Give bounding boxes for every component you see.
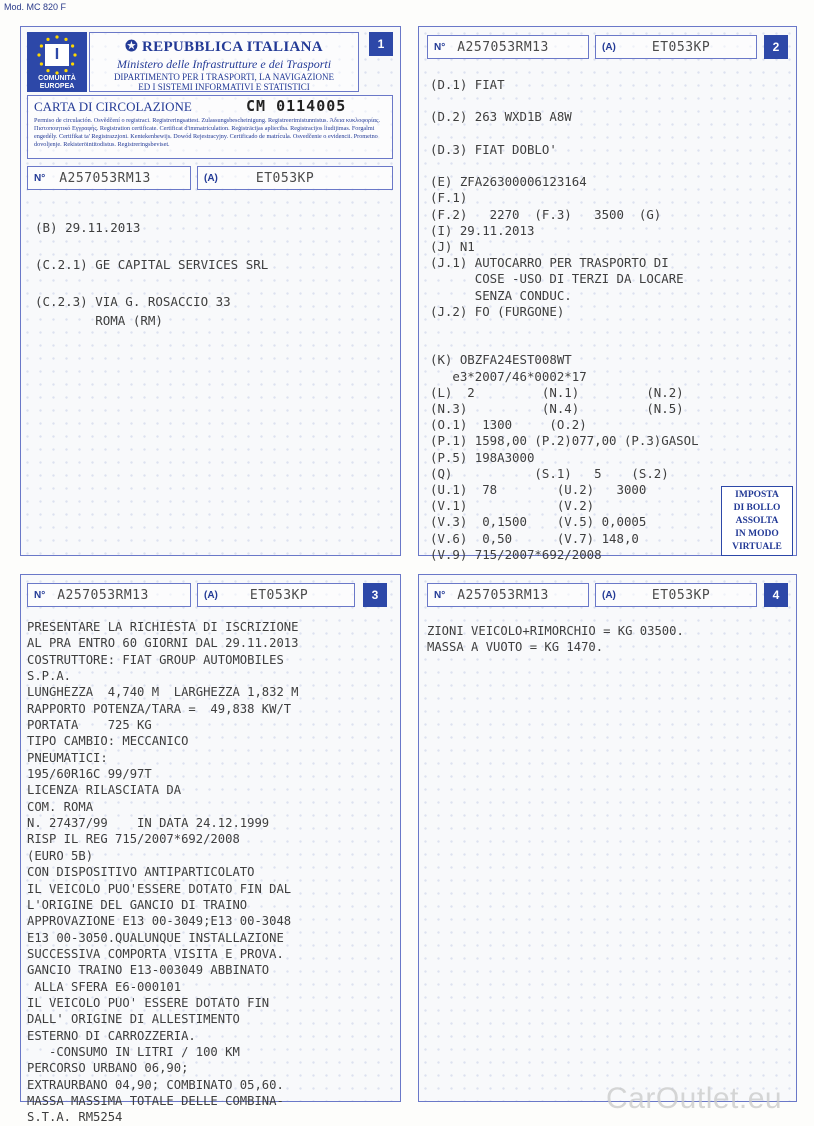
plate-tag: (A) ET053KP xyxy=(595,583,757,607)
plate-number: ET053KP xyxy=(249,587,309,603)
registration-number: A257053RM13 xyxy=(457,39,549,55)
panel-number-3: 3 xyxy=(363,583,387,607)
plate-tag: (A) ET053KP xyxy=(197,583,355,607)
republic-header xyxy=(89,32,359,92)
eu-star-icon xyxy=(40,44,43,47)
plate-tag: (A) ET053KP xyxy=(197,166,393,190)
department-line-1: DIPARTIMENTO PER I TRASPORTI, LA NAVIGAZIONE xyxy=(113,72,335,82)
eu-star-icon xyxy=(55,35,58,38)
panel-number-4: 4 xyxy=(764,583,788,607)
plate-number: ET053KP xyxy=(651,39,711,55)
plate-number: ET053KP xyxy=(651,587,711,603)
eu-label: COMUNITÀ EUROPEA xyxy=(38,75,76,90)
document-title-box xyxy=(27,95,393,159)
eu-emblem xyxy=(27,32,87,92)
eu-star-icon xyxy=(64,38,67,41)
registration-number-tag: N° A257053RM13 xyxy=(427,35,589,59)
registration-number: A257053RM13 xyxy=(57,587,149,603)
department-line-2: ED I SISTEMI INFORMATIVI E STATISTICI xyxy=(138,82,310,92)
watermark: CarOutlet.eu xyxy=(606,1082,783,1115)
eu-star-icon xyxy=(40,62,43,65)
notes-block: PRESENTARE LA RICHIESTA DI ISCRIZIONE AL PRA ENTRO 60 GIORNI DAL 29.11.2013 COSTRUTTORE: FIAT GROUP AUTOMOBILES S.P.A. LUNGHEZZA 4,740 M LARGHEZZA 1,832 M RAPPORTO POTENZA/TARA = 49,838 KW/T PORTATA 725 KG TIPO CAMBIO: MECCANICO PNEUMATICI: 195/60R16C 99/97T LICENZA RILASCIATA DA COM. ROMA N. 27437/99 IN DATA 24.12.1999 RISP IL REG 715/2007*692/2008 (EURO 5B) CON DISPOSITIVO ANTIPARTICOLATO IL VEICOLO PUO'ESSERE DOTATO FIN DAL L'ORIGINE DEL GANCIO DI TRAINO APPROVAZIONE E13 00-3049;E13 00-3048 E13 00-3050.QUALUNQUE INSTALLAZIONE SUCCESSIVA COMPORTA VISITA E PROVA. GANCIO TRAINO E13-003049 ABBINATO ALLA SFERA E6-000101 IL VEICOLO PUO' ESSERE DOTATO FIN DALL' ORIGINE DI ALLESTIMENTO ESTERNO DI CARROZZERIA. -CONSUMO IN LITRI / 100 KM PERCORSO URBANO 06,90; EXTRAURBANO 04,90; COMBINATO 05,60. MASSA MASSIMA TOTALE DELLE COMBINA- S.T.A. RM5254 xyxy=(27,620,299,1125)
eu-star-icon xyxy=(73,53,76,56)
panel-number-1: 1 xyxy=(369,32,393,56)
panel-number-2: 2 xyxy=(764,35,788,59)
panel-1 xyxy=(20,26,401,556)
tax-stamp: IMPOSTA DI BOLLO ASSOLTA IN MODO VIRTUALE xyxy=(721,486,793,556)
form-model-label: Mod. MC 820 F xyxy=(4,2,67,12)
eu-star-icon xyxy=(46,69,49,72)
republic-title: ✪ REPUBBLICA ITALIANA xyxy=(125,39,323,55)
registration-number-tag: N° A257053RM13 xyxy=(27,583,191,607)
eu-star-icon xyxy=(37,53,40,56)
document-title: CARTA DI CIRCOLAZIONE xyxy=(34,99,192,114)
notes-continued-block: ZIONI VEICOLO+RIMORCHIO = KG 03500. MASSA A VUOTO = KG 1470. xyxy=(427,624,684,655)
vehicle-data-block: (D.1) FIAT (D.2) 263 WXD1B A8W (D.3) FIAT DOBLO' (E) ZFA26300006123164 (F.1) (F.2) 2270 (F.3) 3500 (G) (I) 29.11.2013 (J) N1 (J.1) AUTOCARRO PER TRASPORTO DI COSE -USO DI TERZI DA LOCARE SENZA CONDUC. (J.2) FO (FURGONE) (K) OBZFA24EST008WT e3*2007/46*0002*17 (L) 2 (N.1) (N.2) (N.3) (N.4) (N.5) (O.1) 1300 (O.2) (P.1) 1598,00 (P.2)077,00 (P.3)GASOL (P.5) 198A3000 (Q) (S.1) 5 (S.2) (U.1) 78 (U.2) 3000 (V.1) (V.2) (V.3) 0,1500 (V.5) 0,0005 (V.6) 0,50 (V.7) 148,0 (V.9) 715/2007*692/2008 xyxy=(430,77,699,562)
owner-block: (B) 29.11.2013 (C.2.1) GE CAPITAL SERVICES SRL (C.2.3) VIA G. ROSACCIO 33 ROMA (RM) xyxy=(35,220,269,328)
panel-2 xyxy=(418,26,797,562)
plate-number: ET053KP xyxy=(255,170,315,186)
eu-star-icon xyxy=(46,38,49,41)
eu-star-icon xyxy=(64,69,67,72)
eu-star-icon xyxy=(71,62,74,65)
registration-number-tag: N° A257053RM13 xyxy=(427,583,589,607)
translations-text: Permiso de circulación. Osvědčení o registraci. Registreringsattest. Zulassungsbescheinigung. Registreerimistunnistus. Άδεια κυκλοφορίας. Πιστοποιητικό Εγγραφής. Registration certificate. Certificat d'immatriculation. Reģistrācijas apliecība. Registracijos liudijimas. Forgalmi engedély. Certifikat ta' Registrazzjoni. Kentekenbewijs. Dowód Rejestracyjny. Certificado de matrícula. Osvedčenie o evidencii. Prometno dovoljenje. Rekisteröintitodistus. Registreringsbeviset. xyxy=(34,117,381,148)
registration-number: A257053RM13 xyxy=(457,587,549,603)
emblem-icon: ✪ xyxy=(125,39,143,55)
ministry-name: Ministero delle Infrastrutture e dei Trasporti xyxy=(116,57,332,71)
registration-number: A257053RM13 xyxy=(59,170,151,186)
document-number: CM 0114005 xyxy=(246,97,347,115)
plate-tag: (A) ET053KP xyxy=(595,35,757,59)
country-code: I xyxy=(45,44,69,66)
eu-star-icon xyxy=(71,44,74,47)
panel-3 xyxy=(20,574,401,1125)
registration-number-tag: N° A257053RM13 xyxy=(27,166,191,190)
panel-4 xyxy=(418,574,797,1102)
